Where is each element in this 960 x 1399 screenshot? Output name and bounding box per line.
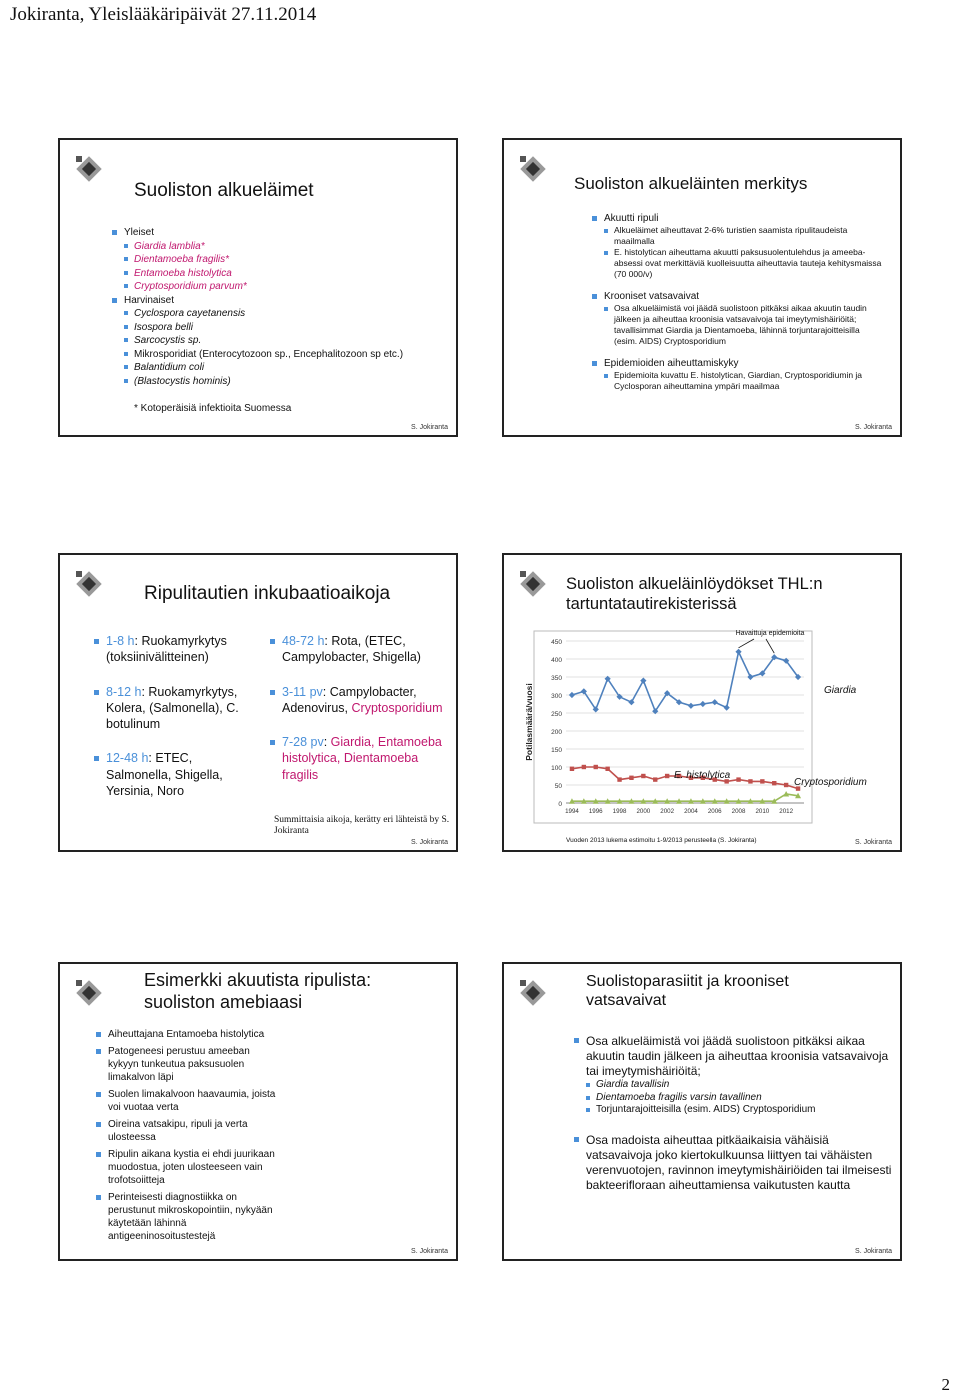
item-text: Dientamoeba fragilis varsin tavallinen xyxy=(596,1091,762,1103)
y-tick-label: 450 xyxy=(551,639,562,646)
item-highlight: Giardia, Entamoeba histolytica, Dientamoeba fragilis xyxy=(282,735,442,782)
data-point xyxy=(594,765,598,769)
university-logo-icon xyxy=(74,978,104,1008)
list-item xyxy=(574,1079,892,1092)
y-axis-label: Potilasmäärä/vuosi xyxy=(524,683,534,761)
x-tick-label: 2012 xyxy=(779,808,794,815)
slide-body xyxy=(604,212,884,393)
list-item: Dientamoeba fragilis* xyxy=(112,253,452,267)
data-point xyxy=(784,783,788,787)
list-item: Ripulin aikana kystia ei ehdi juurikaan muodostua, joten ulosteeseen vain trofotsoiitteja xyxy=(96,1148,276,1187)
data-point xyxy=(653,777,657,781)
slide-footer: S. Jokiranta xyxy=(855,424,892,431)
data-point xyxy=(700,701,706,707)
chart-caption: Vuoden 2013 lukema estimoitu 1-9/2013 perusteella (S. Jokiranta) xyxy=(566,837,757,844)
data-point xyxy=(772,781,776,785)
y-tick-label: 400 xyxy=(551,657,562,664)
list-item: Cyclospora cayetanensis xyxy=(112,307,452,321)
item-text: : ETEC, Salmonella, Shigella, Yersinia, Noro xyxy=(106,751,223,798)
data-point xyxy=(688,703,694,709)
list-item: Entamoeba histolytica xyxy=(112,267,452,281)
page-header: Jokiranta, Yleislääkäripäivät 27.11.2014 xyxy=(10,4,317,25)
list-item: Osa alkueläimistä voi jäädä suolistoon pitkäksi aikaa akuutin taudin jälkeen ja aiheuttaa kroonisia vatsavaivoja tai imeytymishäiriöitä; tavallisimmat Giardia ja Dientamoeba, lähinnä torjuntarajoitteisilla (esim. AIDS) Cryptosporidium xyxy=(592,303,884,347)
university-logo-icon xyxy=(518,569,548,599)
x-tick-label: 1998 xyxy=(612,808,627,815)
slide-title: Suoliston alkueläinlöydökset THL:n tartuntatautirekisterissä xyxy=(566,575,823,613)
slide-body xyxy=(112,226,452,416)
y-tick-label: 250 xyxy=(551,711,562,718)
list-item xyxy=(94,684,254,733)
incubation-right-column xyxy=(270,633,450,783)
item-highlight: Cryptosporidium xyxy=(351,700,443,715)
source-note: Summittaisia aikoja, kerätty eri lähteistä by S. Jokiranta xyxy=(274,815,450,837)
x-tick-label: 2006 xyxy=(707,808,722,815)
time-range: 48-72 h xyxy=(282,634,325,648)
series-line xyxy=(572,794,798,801)
list-item: Oireina vatsakipu, ripuli ja verta ulosteessa xyxy=(96,1118,276,1144)
slide-title: Suoliston alkueläinten merkitys xyxy=(574,174,808,193)
list-heading: Akuutti ripuli xyxy=(592,212,884,225)
slide-2 xyxy=(502,138,902,437)
series-label: Cryptosporidium xyxy=(794,777,867,788)
annotation-label: Havaittuja epidemioita xyxy=(735,630,805,637)
list-item: Cryptosporidium parvum* xyxy=(112,280,452,294)
list-item xyxy=(574,1092,892,1105)
data-point xyxy=(665,774,669,778)
slide-body xyxy=(574,1034,892,1193)
slide-footer: S. Jokiranta xyxy=(411,1248,448,1255)
university-logo-icon xyxy=(74,569,104,599)
list-item xyxy=(270,734,450,783)
data-point xyxy=(724,704,730,710)
slide-footer: S. Jokiranta xyxy=(855,1248,892,1255)
data-point xyxy=(628,699,634,705)
list-item: Isospora belli xyxy=(112,321,452,335)
data-point xyxy=(605,767,609,771)
data-point xyxy=(582,765,586,769)
series-label: Giardia xyxy=(824,685,857,696)
list-item: Epidemioita kuvattu E. histolytican, Giardian, Cryptosporidiumin ja Cyclosporan aiheuttamina ympäri maailmaa xyxy=(592,370,884,392)
y-tick-label: 300 xyxy=(551,693,562,700)
list-item: Balantidium coli xyxy=(112,361,452,375)
series-label: E. histolytica xyxy=(674,770,731,781)
slide-title: Suolistoparasiitit ja krooniset vatsavaivat xyxy=(586,973,789,1010)
data-point xyxy=(735,649,741,655)
slide-body xyxy=(96,1028,276,1243)
data-point xyxy=(747,674,753,680)
list-item: Patogeneesi perustuu ameeban kykyyn tunkeutua paksusuolen limakalvon läpi xyxy=(96,1045,276,1084)
y-tick-label: 200 xyxy=(551,729,562,736)
slide-footer: S. Jokiranta xyxy=(411,424,448,431)
university-logo-icon xyxy=(518,978,548,1008)
time-range: 7-28 pv xyxy=(282,735,324,749)
list-item xyxy=(94,750,254,799)
y-tick-label: 150 xyxy=(551,747,562,754)
list-item: (Blastocystis hominis) xyxy=(112,375,452,389)
x-tick-label: 1994 xyxy=(565,808,579,815)
data-point xyxy=(736,777,740,781)
item-text: : Campylobacter, Adenovirus, xyxy=(282,684,417,715)
list-heading: Epidemioiden aiheuttamiskyky xyxy=(592,357,884,370)
list-item: Mikrosporidiat (Enterocytozoon sp., Encephalitozoon sp etc.) xyxy=(112,348,452,362)
y-tick-label: 100 xyxy=(551,765,562,772)
x-tick-label: 2004 xyxy=(684,808,698,815)
thl-line-chart xyxy=(504,623,900,843)
y-tick-label: 0 xyxy=(558,801,562,808)
list-item xyxy=(270,633,450,666)
list-item: Giardia lamblia* xyxy=(112,240,452,254)
slide-4 xyxy=(502,553,902,852)
slide-title: Ripulitautien inkubaatioaikoja xyxy=(144,583,391,604)
item-text: Giardia tavallisin xyxy=(596,1079,670,1090)
item-text: : xyxy=(323,735,328,749)
slide-title: Suoliston alkueläimet xyxy=(134,180,314,201)
slide-footer: S. Jokiranta xyxy=(855,839,892,846)
list-heading: Krooniset vatsavaivat xyxy=(592,290,884,303)
slide-1 xyxy=(58,138,458,437)
data-point xyxy=(570,767,574,771)
list-item: Sarcocystis sp. xyxy=(112,334,452,348)
page-number: 2 xyxy=(941,1375,950,1394)
x-tick-label: 1996 xyxy=(588,808,603,815)
x-tick-label: 2010 xyxy=(755,808,770,815)
list-item: Suolen limakalvoon haavaumia, joista voi vuotaa verta xyxy=(96,1088,276,1114)
x-tick-label: 2002 xyxy=(660,808,675,815)
data-point xyxy=(760,779,764,783)
list-item: Alkueläimet aiheuttavat 2-6% turistien saamista ripulitaudeista maailmalla xyxy=(592,225,884,247)
university-logo-icon xyxy=(74,154,104,184)
y-tick-label: 50 xyxy=(554,783,562,790)
slide-3 xyxy=(58,553,458,852)
slide-footer: S. Jokiranta xyxy=(411,839,448,846)
list-item xyxy=(574,1104,892,1117)
slide-title: Esimerkki akuutista ripulista: suoliston amebiaasi xyxy=(144,970,372,1012)
plot-frame xyxy=(534,631,812,823)
item-text: : Ruokamyrkytys (toksiinivälitteinen) xyxy=(106,634,227,665)
list-item xyxy=(94,633,254,666)
list-item: Yleiset xyxy=(112,226,452,240)
annotation-arrow xyxy=(739,639,754,648)
slide-5 xyxy=(58,962,458,1261)
list-item: E. histolytican aiheuttama akuutti paksusuolentulehdus ja ameeba-absessi ovat merkittäviä kuolleisuutta aiheuttavia tauteja kehitysmaissa (70 000/v) xyxy=(592,247,884,280)
incubation-left-column xyxy=(94,633,254,799)
data-point xyxy=(617,777,621,781)
series-line xyxy=(572,652,798,711)
y-tick-label: 350 xyxy=(551,675,562,682)
data-point xyxy=(641,774,645,778)
footnote: * Kotoperäisiä infektioita Suomessa xyxy=(134,403,292,414)
item-text: Torjuntarajoitteisilla (esim. AIDS) Cryptosporidium xyxy=(596,1104,816,1115)
time-range: 3-11 pv xyxy=(282,684,323,699)
list-item xyxy=(270,684,450,717)
data-point xyxy=(712,699,718,705)
item-text: : Rota, (ETEC, Campylobacter, Shigella) xyxy=(282,634,421,665)
list-item: Osa alkueläimistä voi jäädä suolistoon pitkäksi aikaa akuutin taudin jälkeen ja aiheuttaa kroonisia vatsavaivoja tai imeytymishäiriöitä; xyxy=(574,1034,892,1079)
time-range: 1-8 h xyxy=(106,634,135,648)
list-item: Aiheuttajana Entamoeba histolytica xyxy=(96,1028,276,1041)
university-logo-icon xyxy=(518,154,548,184)
slide-6 xyxy=(502,962,902,1261)
list-item: Osa madoista aiheuttaa pitkäaikaisia vähäisiä vatsavaivoja joko kiertokulkuunsa liittyen tai vähäisten verenvuotojen, ravinnon imeytymishäiriöiden tai ilmeisesti bakteerifloraan aiheuttamiensa vaikutusten kautta xyxy=(574,1133,892,1193)
x-tick-label: 2008 xyxy=(731,808,746,815)
x-tick-label: 2000 xyxy=(636,808,651,815)
item-text: : Ruokamyrkytys, Kolera, (Salmonella), C. botulinum xyxy=(106,684,239,731)
data-point xyxy=(748,779,752,783)
data-point xyxy=(629,776,633,780)
list-item: Harvinaiset xyxy=(112,294,452,308)
time-range: 12-48 h xyxy=(106,751,149,766)
time-range: 8-12 h xyxy=(106,684,142,699)
data-point xyxy=(640,677,646,683)
data-point xyxy=(569,692,575,698)
list-item: Perinteisesti diagnostiikka on perustunut mikroskopointiin, nykyään käytetään lähinnä antigeeninosoitustestejä xyxy=(96,1191,276,1243)
